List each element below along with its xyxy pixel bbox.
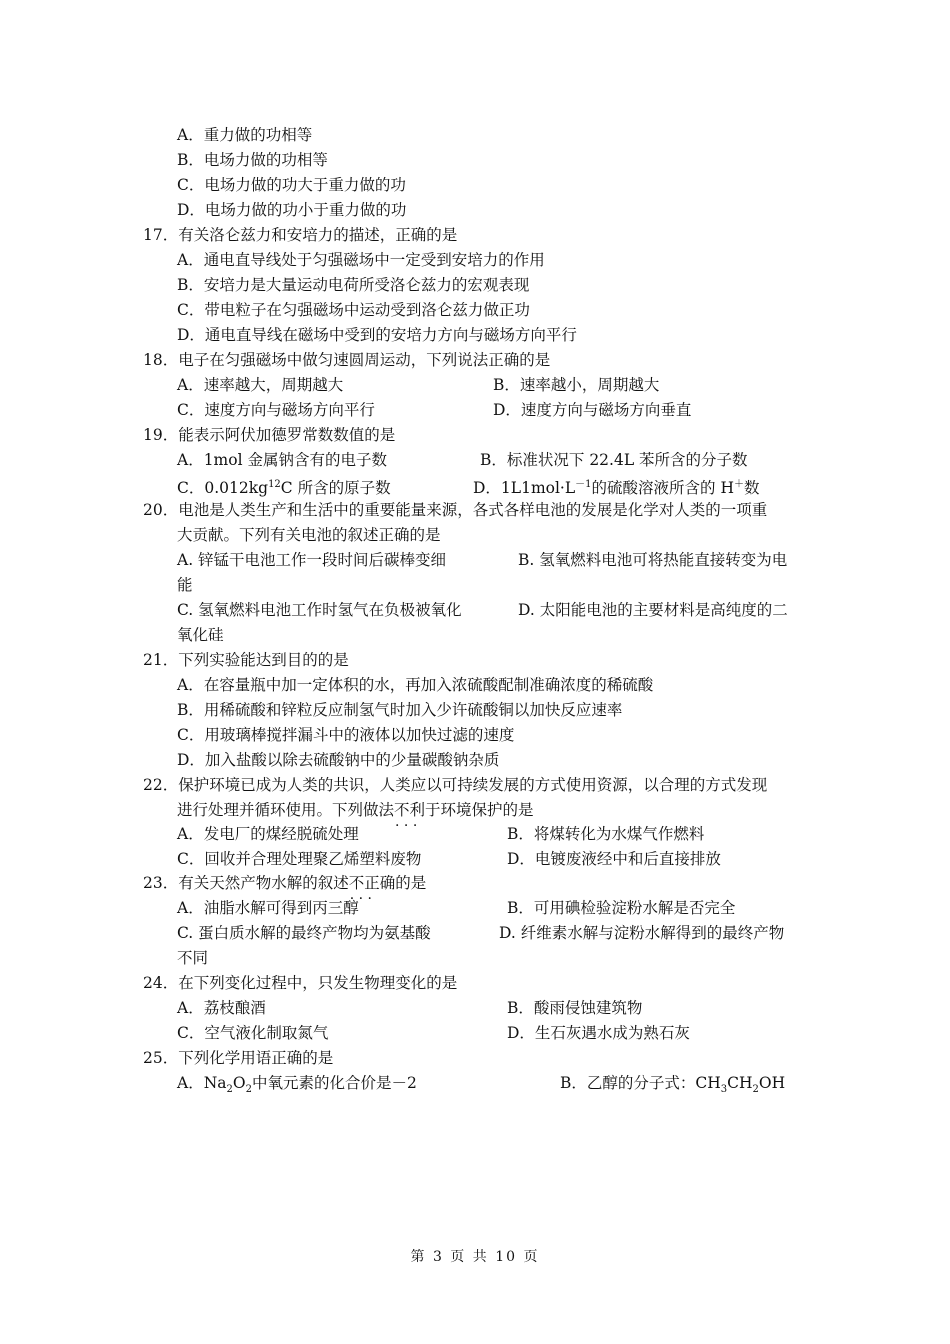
q23-option-b: B．可用碘检验淀粉水解是否完全: [507, 899, 736, 917]
q25-b-text-2: CH: [727, 1074, 753, 1092]
page-number-footer: 第 3 页 共 10 页: [410, 1249, 540, 1265]
q24-option-d: D．生石灰遇水成为熟石灰: [507, 1024, 690, 1042]
q24-stem: 24．在下列变化过程中，只发生物理变化的是: [143, 974, 458, 992]
q25-option-b: [560, 1071, 785, 1095]
q20-stem-line2: 大贡献。下列有关电池的叙述正确的是: [177, 526, 441, 544]
q20-option-d-cont: 氧化硅: [177, 626, 224, 644]
q16-option-b: B．电场力做的功相等: [177, 151, 328, 169]
q23-stem-text-2: 的是: [395, 874, 427, 892]
q20-option-b-cont: 能: [177, 576, 193, 594]
q25-b-sub: 3: [720, 1084, 728, 1096]
q19-d-sup: －1: [575, 479, 592, 490]
q16-option-d: D．电场力做的功小于重力做的功: [177, 201, 407, 219]
q22-option-a: A．发电厂的煤经脱硫处理: [177, 825, 359, 843]
q21-stem: 21．下列实验能达到目的的是: [143, 651, 349, 669]
q25-b-sub-2: 2: [752, 1084, 759, 1096]
q25-option-a: [177, 1071, 417, 1095]
q21-option-a: A．在容量瓶中加一定体积的水，再加入浓硫酸配制准确浓度的稀硫酸: [177, 676, 654, 694]
q19-d-sup-2: ＋: [733, 479, 744, 490]
q25-b-text: B．乙醇的分子式：CH: [560, 1074, 721, 1092]
q25-stem: 25．下列化学用语正确的是: [143, 1049, 334, 1067]
q16-option-c: C．电场力做的功大于重力做的功: [177, 176, 406, 194]
q22-stem-line1: 22．保护环境已成为人类的共识，人类应以可持续发展的方式使用资源，以合理的方式发现: [143, 776, 768, 794]
q17-stem: 17．有关洛仑兹力和安培力的描述，正确的是: [143, 226, 458, 244]
q19-d-text-2: 的硫酸溶液所含的 H: [591, 479, 734, 498]
q20-option-a: A. 锌锰干电池工作一段时间后碳棒变细: [177, 551, 447, 569]
q19-c-text: C．0.012kg: [177, 479, 269, 498]
q23-option-d: D. 纤维素水解与淀粉水解得到的最终产物: [499, 924, 785, 942]
q16-option-a: A．重力做的功相等: [177, 126, 313, 144]
q19-d-text: D．1L1mol·L: [473, 479, 576, 498]
q25-a-text-3: 中氧元素的化合价是－2: [251, 1074, 417, 1092]
q19-c-text-2: C 所含的原子数: [280, 479, 391, 498]
q24-option-b: B．酸雨侵蚀建筑物: [507, 999, 643, 1017]
q19-option-a: A．1mol 金属钠含有的电子数: [177, 451, 387, 469]
q18-option-d: D．速度方向与磁场方向垂直: [493, 401, 692, 419]
q19-stem: 19．能表示阿伏加德罗常数数值的是: [143, 426, 396, 444]
q22-option-b: B．将煤转化为水煤气作燃料: [507, 825, 705, 843]
q17-option-d: D．通电直导线在磁场中受到的安培力方向与磁场方向平行: [177, 326, 577, 344]
q19-c-sup: 12: [268, 479, 281, 490]
q22-stem-text: 进行处理并循环使用。下列做法: [177, 801, 395, 819]
q25-a-text-2: O: [232, 1074, 246, 1092]
q20-option-c: C. 氢氧燃料电池工作时氢气在负极被氧化: [177, 601, 462, 619]
q19-option-c: [177, 473, 391, 497]
q18-stem: 18．电子在匀强磁场中做匀速圆周运动，下列说法正确的是: [143, 351, 551, 369]
q25-a-sub: 2: [226, 1084, 233, 1096]
q23-option-c: C. 蛋白质水解的最终产物均为氨基酸: [177, 924, 431, 942]
q22-option-c: C．回收并合理处理聚乙烯塑料废物: [177, 850, 422, 868]
q22-stem-line2: [177, 798, 534, 822]
q23-emphasis: 不正确 · · ·: [349, 874, 396, 892]
q17-option-c: C．带电粒子在匀强磁场中运动受到洛仑兹力做正功: [177, 301, 530, 319]
q23-stem-text: 23．有关天然产物水解的叙述: [143, 874, 349, 892]
q25-b-text-3: OH: [758, 1074, 786, 1092]
q22-option-d: D．电镀废液经中和后直接排放: [507, 850, 721, 868]
q24-option-c: C．空气液化制取氮气: [177, 1024, 329, 1042]
q25-a-text: A．Na: [177, 1074, 227, 1092]
q17-option-b: B．安培力是大量运动电荷所受洛仑兹力的宏观表现: [177, 276, 530, 294]
q21-option-d: D．加入盐酸以除去硫酸钠中的少量碳酸钠杂质: [177, 751, 500, 769]
q19-option-d: [473, 473, 760, 497]
q18-option-a: A．速率越大，周期越大: [177, 376, 344, 394]
q20-option-d: D. 太阳能电池的主要材料是高纯度的二: [518, 601, 788, 619]
q20-option-b: B. 氢氧燃料电池可将热能直接转变为电: [518, 551, 788, 569]
q22-emphasis: 不利于 · · ·: [394, 801, 441, 819]
q23-stem: [143, 871, 426, 895]
q23-option-d-cont: 不同: [177, 949, 209, 967]
q17-option-a: A．通电直导线处于匀强磁场中一定受到安培力的作用: [177, 251, 545, 269]
q25-a-sub-2: 2: [245, 1084, 252, 1096]
q18-option-c: C．速度方向与磁场方向平行: [177, 401, 375, 419]
q21-option-b: B．用稀硫酸和锌粒反应制氢气时加入少许硫酸铜以加快反应速率: [177, 701, 623, 719]
q21-option-c: C．用玻璃棒搅拌漏斗中的液体以加快过滤的速度: [177, 726, 515, 744]
q23-option-a: A．油脂水解可得到丙三醇: [177, 899, 359, 917]
q24-option-a: A．荔枝酿酒: [177, 999, 266, 1017]
q22-stem-text-2: 环境保护的是: [440, 801, 534, 819]
q18-option-b: B．速率越小，周期越大: [493, 376, 660, 394]
q20-stem-line1: 20．电池是人类生产和生活中的重要能量来源，各式各样电池的发展是化学对人类的一项重: [143, 501, 768, 519]
q19-d-text-3: 数: [743, 479, 760, 498]
q19-option-b: B．标准状况下 22.4L 苯所含的分子数: [480, 451, 748, 469]
